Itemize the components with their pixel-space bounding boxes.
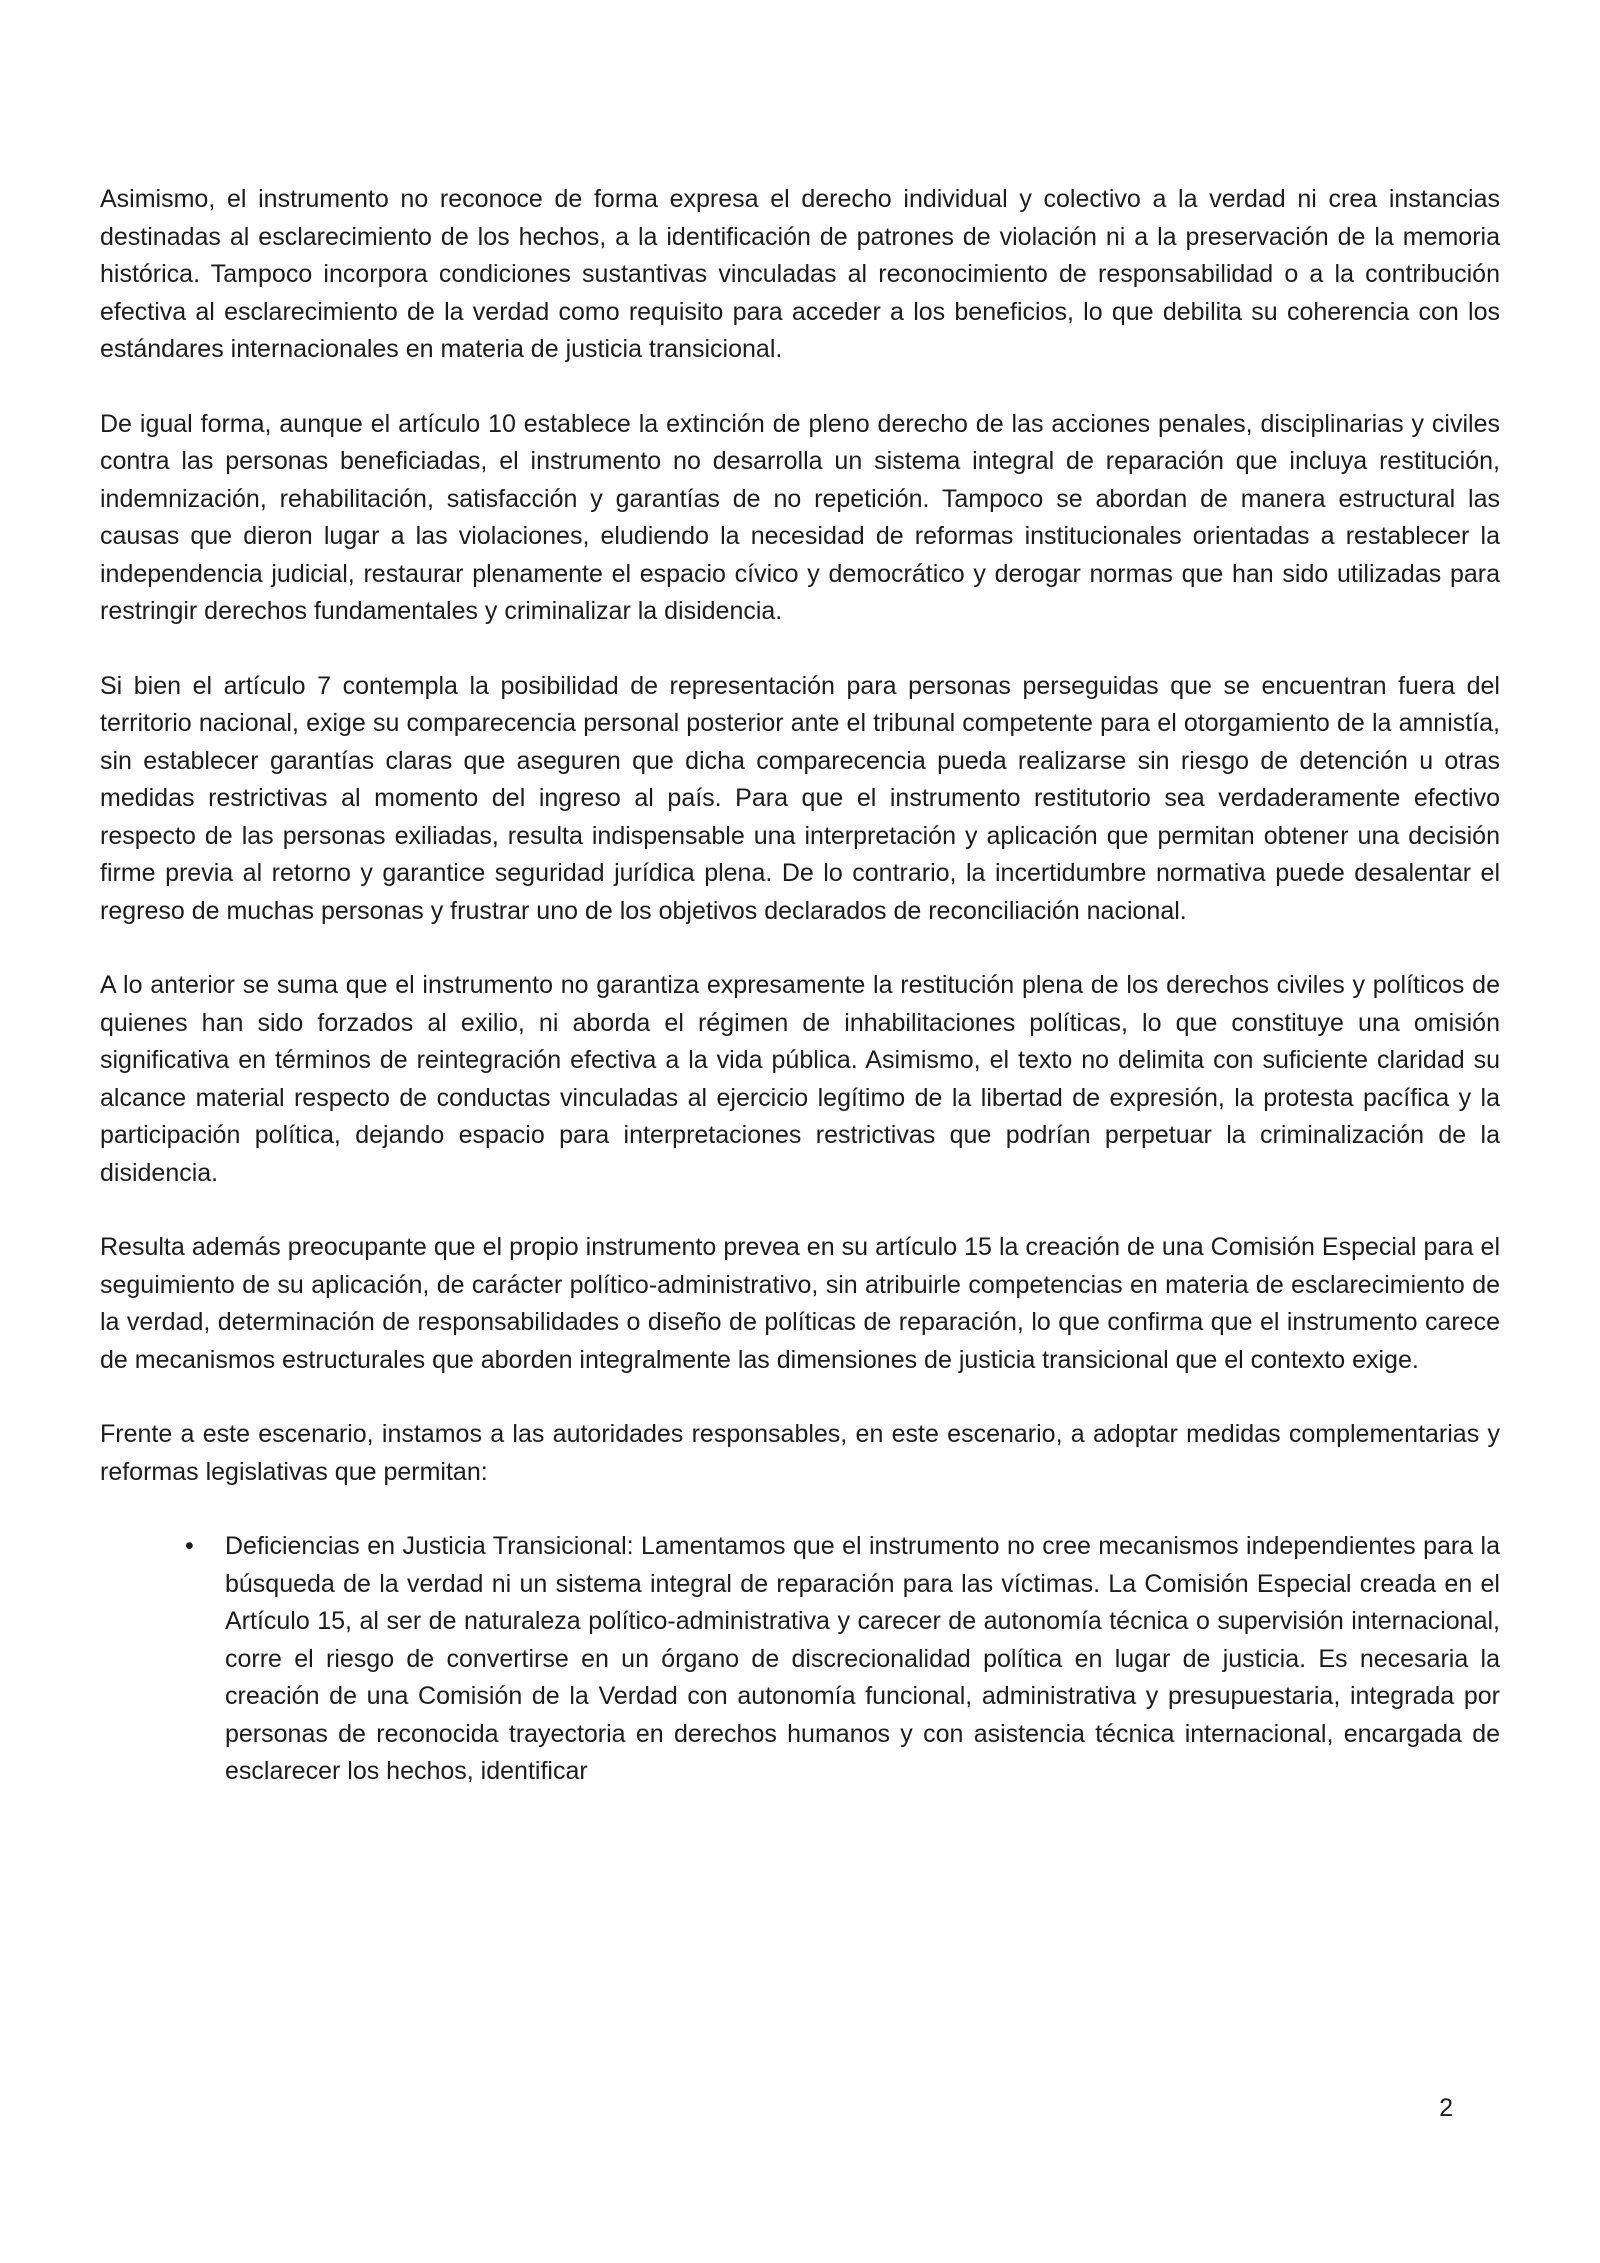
list-item-transitional-justice	[100, 1528, 1500, 1791]
paragraph-truth-right: Asimismo, el instrumento no reconoce de forma expresa el derecho individual y colectivo a la verdad ni crea instancias destinadas al esclarecimiento de los hechos, a la identificación de patrones de violación ni a la preservación de la memoria histórica. Tampoco incorpora condiciones sustantivas vinculadas al reconocimiento de responsabilidad o a la contribución efectiva al esclarecimiento de la verdad como requisito para acceder a los beneficios, lo que debilita su coherencia con los estándares internacionales en materia de justicia transicional.	[100, 185, 1500, 363]
paragraph-call-to-action: Frente a este escenario, instamos a las autoridades responsables, en este escenario, a adoptar medidas complementarias y reformas legislativas que permitan:	[100, 1420, 1500, 1486]
page-number: 2	[1439, 2094, 1453, 2122]
paragraph-civil-rights: A lo anterior se suma que el instrumento no garantiza expresamente la restitución plena de los derechos civiles y políticos de quienes han sido forzados al exilio, ni aborda el régimen de inhabilitaciones políticas, lo que constituye una omisión significativa en términos de reintegración efectiva a la vida pública. Asimismo, el texto no delimita con suficiente claridad su alcance material respecto de conductas vinculadas al ejercicio legítimo de la libertad de expresión, la protesta pacífica y la participación política, dejando espacio para interpretaciones restrictivas que podrían perpetuar la criminalización de la disidencia.	[100, 971, 1500, 1187]
paragraph-article-10: De igual forma, aunque el artículo 10 establece la extinción de pleno derecho de las acciones penales, disciplinarias y civiles contra las personas beneficiadas, el instrumento no desarrolla un sistema integral de reparación que incluya restitución, indemnización, rehabilitación, satisfacción y garantías de no repetición. Tampoco se abordan de manera estructural las causas que dieron lugar a las violaciones, eludiendo la necesidad de reformas institucionales orientadas a restablecer la independencia judicial, restaurar plenamente el espacio cívico y democrático y derogar normas que han sido utilizadas para restringir derechos fundamentales y criminalizar la disidencia.	[100, 409, 1500, 625]
bullet-icon: •	[185, 1532, 194, 1560]
bullet-list	[100, 1528, 1500, 1791]
paragraph-article-7: Si bien el artículo 7 contempla la posibilidad de representación para personas perseguidas que se encuentran fuera del territorio nacional, exige su comparecencia personal posterior ante el tribunal competente para el otorgamiento de la amnistía, sin establecer garantías claras que aseguren que dicha comparecencia pueda realizarse sin riesgo de detención u otras medidas restrictivas al momento del ingreso al país. Para que el instrumento restitutorio sea verdaderamente efectivo respecto de las personas exiliadas, resulta indispensable una interpretación y aplicación que permitan obtener una decisión firme previa al retorno y garantice seguridad jurídica plena. De lo contrario, la incertidumbre normativa puede desalentar el regreso de muchas personas y frustrar uno de los objetivos declarados de reconciliación nacional.	[100, 671, 1500, 925]
list-item-text: Deficiencias en Justicia Transicional: Lamentamos que el instrumento no cree mecanismos independientes para la búsqueda de la verdad ni un sistema integral de reparación para las víctimas. La Comisión Especial creada en el Artículo 15, al ser de naturaleza político-administrativa y carecer de autonomía técnica o supervisión internacional, corre el riesgo de convertirse en un órgano de discrecionalidad política en lugar de justicia. Es necesaria la creación de una Comisión de la Verdad con autonomía funcional, administrativa y presupuestaria, integrada por personas de reconocida trayectoria en derechos humanos y con asistencia técnica internacional, encargada de esclarecer los hechos, identificar	[225, 1532, 1500, 1785]
paragraph-article-15: Resulta además preocupante que el propio instrumento prevea en su artículo 15 la creación de una Comisión Especial para el seguimiento de su aplicación, de carácter político-administrativo, sin atribuirle competencias en materia de esclarecimiento de la verdad, determinación de responsabilidades o diseño de políticas de reparación, lo que confirma que el instrumento carece de mecanismos estructurales que aborden integralmente las dimensiones de justicia transicional que el contexto exige.	[100, 1233, 1500, 1374]
